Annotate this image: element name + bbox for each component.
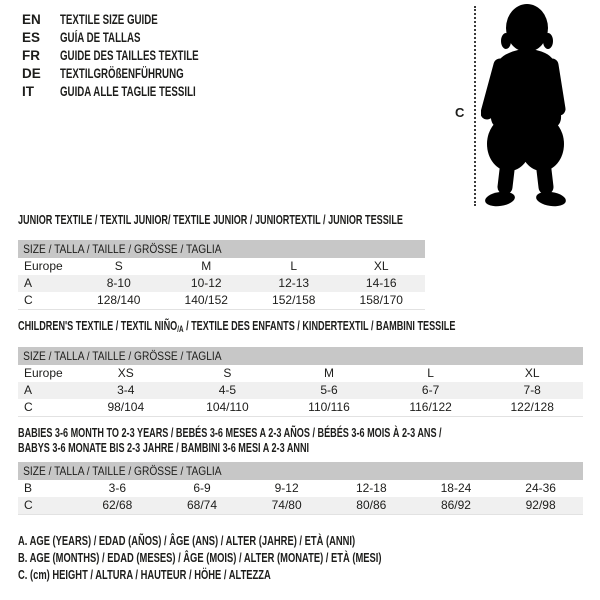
height-dotted-line: [474, 6, 476, 206]
height-cell: 140/152: [184, 293, 228, 307]
lang-code: EN: [22, 12, 41, 27]
lang-code: IT: [22, 84, 34, 99]
height-cell: 104/110: [206, 400, 249, 414]
age-cell: 12-13: [250, 275, 338, 292]
size-cell: XL: [524, 366, 540, 380]
size-cell: L: [427, 366, 434, 380]
age-cell: 14-16: [338, 275, 426, 292]
children-title-rest: / TEXTILE DES ENFANTS / KINDERTEXTIL / BAMBINI TESSILE: [183, 318, 456, 333]
height-cell: 74/80: [244, 497, 329, 515]
table-row-sizes: [18, 258, 425, 275]
lang-title: TEXTILGRÖßENFÜHRUNG: [60, 66, 184, 81]
lang-code: ES: [22, 30, 41, 45]
junior-size-table: [18, 240, 425, 310]
baby-silhouette-icon: [481, 3, 571, 209]
age-cell: 6-9: [193, 481, 211, 495]
size-header-label: SIZE / TALLA / TAILLE / GRÖSSE / TAGLIA: [23, 464, 222, 478]
height-measure-figure: [440, 0, 600, 215]
age-cell: 7-8: [481, 382, 583, 399]
row-label: A: [18, 275, 75, 292]
age-cell: 10-12: [163, 275, 251, 292]
table-row-height: [18, 399, 583, 417]
lang-row-es: [22, 29, 253, 47]
height-cell: 152/158: [272, 293, 316, 307]
row-label: Europe: [24, 259, 63, 273]
lang-title: GUIDE DES TAILLES TEXTILE: [60, 48, 199, 63]
size-cell: S: [114, 259, 123, 273]
children-title-main: CHILDREN'S TEXTILE / TEXTIL NIÑO: [18, 318, 178, 333]
age-cell: 6-7: [380, 382, 482, 399]
row-label: B: [24, 481, 33, 495]
table-row-height: [18, 497, 583, 515]
age-cell: 12-18: [355, 481, 387, 495]
row-label: Europe: [24, 366, 63, 380]
size-cell: XL: [373, 259, 389, 273]
height-cell: 116/122: [409, 400, 452, 414]
junior-section-title: JUNIOR TEXTILE / TEXTIL JUNIOR/ TEXTILE JUNIOR / JUNIORTEXTIL / JUNIOR TESSILE: [18, 212, 403, 227]
age-cell: 5-6: [278, 382, 380, 399]
babies-title-line1: BABIES 3-6 MONTH TO 2-3 YEARS / BEBÉS 3-6 MESES A 2-3 AÑOS / BÉBÉS 3-6 MOIS À 2-3 ANS /: [18, 425, 442, 440]
children-title-subscript: /A: [177, 324, 184, 334]
table-header-row: [18, 462, 583, 480]
lang-title: TEXTILE SIZE GUIDE: [60, 12, 158, 27]
babies-size-table: [18, 462, 583, 515]
age-cell: 3-4: [75, 382, 177, 399]
height-cell: 110/116: [308, 400, 350, 414]
table-header-row: [18, 347, 583, 365]
children-section-title: [18, 318, 455, 337]
lang-code: FR: [22, 48, 40, 63]
height-cell: 128/140: [97, 293, 141, 307]
measure-legend: [18, 533, 503, 584]
table-row-age: [18, 275, 425, 292]
lang-title: GUÍA DE TALLAS: [60, 30, 141, 45]
legend-line-b: B. AGE (MONTHS) / EDAD (MESES) / ÂGE (MOIS) / ALTER (MONATE) / ETÀ (MESI): [18, 551, 382, 565]
lang-row-fr: [22, 47, 253, 65]
lang-code: DE: [22, 66, 41, 81]
table-row-height: [18, 292, 425, 310]
lang-title: GUIDA ALLE TAGLIE TESSILI: [60, 84, 196, 99]
age-cell: 8-10: [75, 275, 163, 292]
age-cell: 4-5: [177, 382, 279, 399]
children-size-table: [18, 347, 583, 417]
babies-section-title: [18, 425, 442, 455]
lang-row-de: [22, 65, 253, 83]
age-cell: 24-36: [525, 481, 556, 495]
row-label: A: [18, 382, 75, 399]
table-row-age-months: [18, 480, 583, 497]
size-header-label: SIZE / TALLA / TAILLE / GRÖSSE / TAGLIA: [23, 242, 222, 256]
row-label: C: [24, 400, 33, 414]
age-cell: 3-6: [108, 481, 126, 495]
height-cell: 62/68: [75, 497, 160, 515]
height-cell: 80/86: [329, 497, 414, 515]
table-row-age: [18, 382, 583, 399]
height-cell: 86/92: [414, 497, 499, 515]
lang-row-it: [22, 83, 253, 101]
row-label: C: [18, 497, 75, 515]
table-header-row: [18, 240, 425, 258]
height-cell: 158/170: [359, 293, 403, 307]
height-cell: 98/104: [107, 400, 145, 414]
height-cell: 92/98: [498, 497, 583, 515]
row-label: C: [24, 293, 33, 307]
height-measure-label: C: [455, 105, 465, 120]
size-cell: M: [201, 259, 212, 273]
height-cell: 68/74: [160, 497, 245, 515]
age-cell: 18-24: [440, 481, 472, 495]
age-cell: 9-12: [274, 481, 299, 495]
size-cell: S: [223, 366, 232, 380]
table-row-sizes: [18, 365, 583, 382]
size-header-label: SIZE / TALLA / TAILLE / GRÖSSE / TAGLIA: [23, 349, 222, 363]
language-list: [22, 11, 253, 101]
lang-row-en: [22, 11, 253, 29]
legend-line-a: A. AGE (YEARS) / EDAD (AÑOS) / ÂGE (ANS) / ALTER (JAHRE) / ETÀ (ANNI): [18, 534, 356, 548]
size-cell: XS: [117, 366, 134, 380]
height-cell: 122/128: [510, 400, 554, 414]
size-cell: L: [290, 259, 298, 273]
babies-title-line2: BABYS 3-6 MONATE BIS 2-3 JAHRE / BAMBINI 3-6 MESI A 2-3 ANNI: [18, 440, 310, 455]
size-cell: M: [323, 366, 334, 380]
legend-line-c: C. (cm) HEIGHT / ALTURA / HAUTEUR / HÖHE / ALTEZZA: [18, 568, 271, 582]
